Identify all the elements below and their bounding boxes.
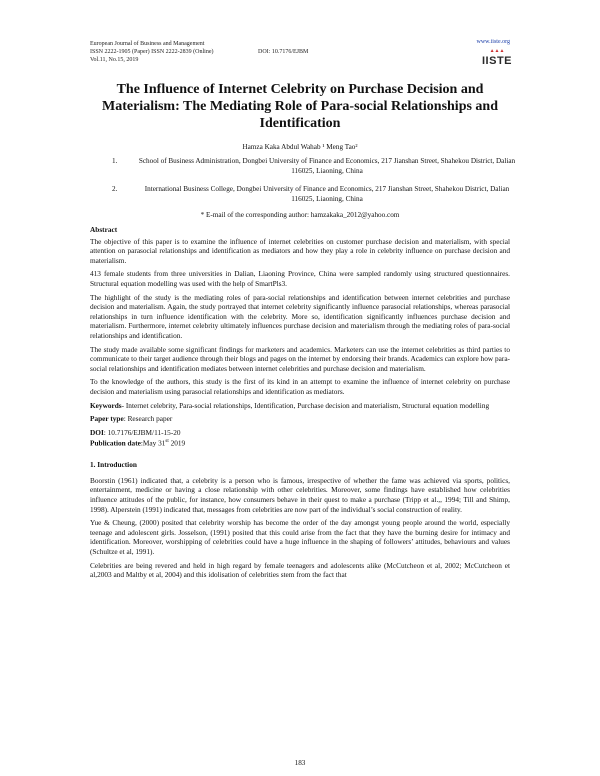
abstract-paragraph: To the knowledge of the authors, this study is the first of its kind in an attempt to examine the influence of internet celebrity on purchase decision and materialism using parasocial relationships and identification as mediators.	[90, 377, 510, 396]
keywords	[90, 401, 510, 411]
abstract-heading: Abstract	[90, 225, 118, 234]
section-heading-introduction: 1. Introduction	[90, 460, 137, 470]
intro-paragraph: Celebrities are being revered and held in high regard by female teenagers and adolescents alike (McCutcheon et al, 2002; McCutcheon et al,2003 and Maltby et al, 2004) and this idolisation of celebrities stem from the fact that	[90, 560, 510, 580]
abstract-paragraph: 413 female students from three universities in Dalian, Liaoning Province, China were sampled randomly using structured questionnaires. Structural equation modelling was used with the help of SmartPls3.	[90, 269, 510, 288]
iiste-logo	[482, 48, 512, 72]
doi-value: : 10.7176/EJBM/11-15-20	[103, 427, 181, 437]
logo-icon: ▲▲▲	[489, 48, 505, 54]
affiliation-text: International Business College, Dongbei University of Finance and Economics, 217 Jianshan Street, Shahekou District, Dalian 116025, Liaoning, China	[144, 185, 510, 203]
paper-title: The Influence of Internet Celebrity on Purchase Decision and Materialism: The Mediating Role of Para-social Relationships and Identification	[102, 82, 498, 131]
journal-issn: ISSN 2222-1905 (Paper) ISSN 2222-2839 (Online)	[90, 49, 214, 55]
affiliation-text: School of Business Administration, Dongbei University of Finance and Economics, 217 Jianshan Street, Shahekou District, Dalian 116025, Liaoning, China	[138, 157, 516, 175]
keywords-label: Keywords	[90, 400, 122, 410]
publication-date	[90, 437, 510, 448]
affiliation-2	[112, 185, 520, 204]
abstract-paragraph: The highlight of the study is the mediating roles of para-social relationships and identification between internet celebrities and purchase decision and materialism. Again, the study portrayed that internet celebrity significantly influence parasocial relationships, whereas parasocial relationships in turn influence identification with the celebrity. More so, identification significantly influences purchase decision and materialism. Furthermore, internet celebrity ultimately influences purchase decision and materialism through the mediating roles of para-social relationships and identification.	[90, 292, 510, 340]
page-number: 183	[294, 759, 306, 767]
intro-paragraph: Yue & Cheung, (2000) posited that celebrity worship has become the order of the day amongst young people around the world, especially teenage and adolescent girls. Josselson, (1991) posited that this could arise from the fact that they have the burning desire for intimacy and identification. Moreover, worshipping of celebrities could have a huge influence in the shaping of followers’ attitudes, behaviours and values (Schultze et al, 1991).	[90, 518, 510, 557]
abstract-paragraph: The objective of this paper is to examine the influence of internet celebrities on customer purchase decision and materialism, with special attention on parasocial relationships and identification as mediators and how they play a role in celebrity influence on purchase decision and materialism.	[90, 236, 510, 265]
publication-date-suffix: st	[165, 439, 169, 445]
journal-url-link[interactable]: www.iiste.org	[476, 39, 510, 45]
doi-label: DOI	[90, 427, 104, 437]
paper-type-value: : Research paper	[123, 414, 173, 424]
affiliation-1	[112, 157, 520, 176]
publication-date-value: :May 31	[140, 438, 166, 448]
publication-year: 2019	[168, 438, 186, 448]
intro-paragraph: Boorstin (1961) indicated that, a celebrity is a person who is famous, irrespective of whether the fame was achieved via sports, politics, entertainment, medicine or having a close relationship with other celebrities. Moreover, some findings have established how celebrities influence attitudes of the public, for instance, how consumers behave in their quest to make a purchase (Tripp et al.,, 1994; Till and Shimp, 1998). Alperstein (1991) indicated that, messages from celebrities are now part of the individual’s social construction of reality.	[90, 475, 510, 514]
article-doi	[90, 428, 510, 438]
journal-header	[90, 40, 214, 64]
abstract-paragraph: The study made available some significant findings for marketers and academics. Marketers can use the internet celebrities as third parties to communicate to their target audience through their blogs and pages on the internet by endorsing their brands. Academics can explore how para-social relationships and identification mediates between internet celebrities and purchase decision and materialism.	[90, 344, 510, 373]
paper-type	[90, 414, 510, 424]
corresponding-email: * E-mail of the corresponding author: hamzakaka_2012@yahoo.com	[200, 211, 400, 219]
affiliation-number: 2.	[112, 185, 118, 193]
journal-name: European Journal of Business and Management	[90, 41, 205, 47]
authors: Hamza Kaka Abdul Wahab ¹ Meng Tao²	[242, 143, 358, 151]
journal-volume: Vol.11, No.15, 2019	[90, 57, 139, 63]
logo-text: IISTE	[482, 55, 513, 67]
affiliation-number: 1.	[112, 157, 118, 165]
journal-doi: DOI: 10.7176/EJBM	[258, 49, 309, 55]
keywords-text: - Internet celebrity, Para-social relationships, Identification, Purchase decision and materialism, Structural equation modelling	[121, 400, 490, 410]
publication-date-label: Publication date	[90, 438, 141, 448]
paper-body	[90, 225, 510, 584]
paper-type-label: Paper type	[90, 414, 124, 424]
